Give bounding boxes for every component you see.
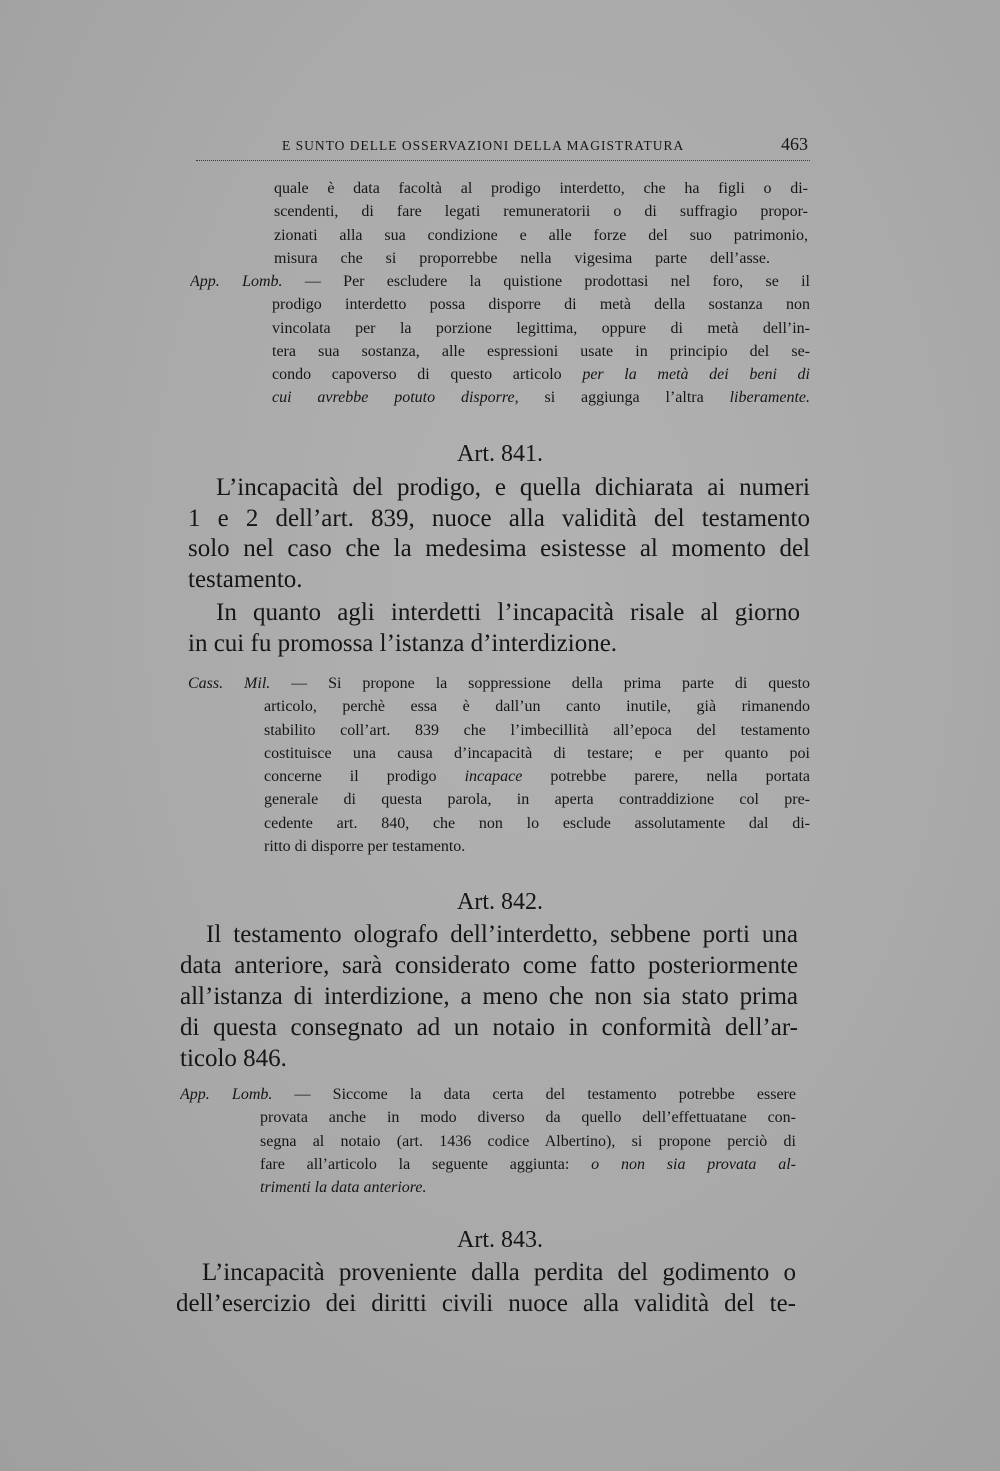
article-line: dell’esercizio dei diritti civili nuoce alla validità del te- <box>176 1289 796 1317</box>
note-source: App. Lomb. <box>180 1086 273 1103</box>
note-line: stabilito coll’art. 839 che l’imbecillità all’epoca del testamento <box>264 721 810 739</box>
note-italic-text: per la metà dei beni di <box>582 366 810 384</box>
note-line: quale è data facoltà al prodigo interdetto, che ha figli o di- <box>274 180 808 197</box>
note-line: zionati alla sua condizione e alle forze del suo patrimonio, <box>274 226 808 244</box>
article-line: in cui fu promossa l’istanza d’interdizione. <box>188 629 618 657</box>
note-italic-text: incapace <box>464 768 523 786</box>
note-line: scendenti, di fare legati remuneratorii o di suffragio propor- <box>274 203 808 221</box>
article-line: In quanto agli interdetti l’incapacità risale al giorno <box>216 599 800 626</box>
article-line: data anteriore, sarà considerato come fatto posteriormente <box>180 952 798 979</box>
note-italic-text: o non sia provata al- <box>591 1155 796 1173</box>
note-text: concerne il prodigo <box>264 768 465 786</box>
note-italic-text: liberamente. <box>729 389 810 407</box>
article-line: 1 e 2 dell’art. 839, nuoce alla validità del testamento <box>188 504 810 532</box>
article-line: all’istanza di interdizione, a meno che non sia stato prima <box>180 983 798 1010</box>
article-line: testamento. <box>188 565 303 593</box>
note-line <box>272 363 810 386</box>
page-number: 463 <box>781 134 808 154</box>
note-text: si aggiunga l’altra <box>518 389 730 407</box>
note-line: costituisce una causa d’incapacità di testare; e per quanto poi <box>264 744 810 762</box>
note-text: potrebbe parere, nella portata <box>522 768 810 786</box>
note-line: tera sua sostanza, alle espressioni usate in principio del se- <box>272 342 810 360</box>
article-heading-843: Art. 843. <box>457 1227 543 1253</box>
article-843-text <box>176 1258 796 1319</box>
note-body <box>190 293 810 409</box>
header-title: E SUNTO DELLE OSSERVAZIONI DELLA MAGISTRATURA <box>282 138 685 153</box>
note-line: provata anche in modo diverso da quello dell’effettuatane con- <box>260 1109 796 1127</box>
article-841-para-1 <box>188 473 810 595</box>
article-842-text <box>180 919 798 1074</box>
note-source: App. Lomb. <box>190 273 283 290</box>
article-line: ticolo 846. <box>180 1045 287 1072</box>
article-line: L’incapacità proveniente dalla perdita del godimento o <box>202 1259 796 1286</box>
note-text: — Si propone la soppressione della prima parte di questo <box>270 675 810 692</box>
note-cass-mil <box>188 672 810 858</box>
note-top <box>274 177 808 270</box>
note-line: misura che si proporrebbe nella vigesima parte dell’asse. <box>274 249 770 267</box>
article-841-para-2 <box>188 598 800 659</box>
note-text: condo capoverso di questo articolo <box>272 366 583 384</box>
note-body <box>180 1106 796 1199</box>
note-line: segna al notaio (art. 1436 codice Albertino), si propone perciò di <box>260 1132 796 1150</box>
note-text: — Per escludere la quistione prodottasi nel foro, se il <box>282 273 810 290</box>
note-line <box>264 765 810 788</box>
note-line: cedente art. 840, che non lo esclude assolutamente dal di- <box>264 814 810 832</box>
note-line <box>260 1153 796 1176</box>
article-line: solo nel caso che la medesima esistesse al momento del <box>188 535 810 562</box>
note-italic-text: cui avrebbe potuto disporre, <box>272 389 519 407</box>
article-line: di questa consegnato ad un notaio in conformità dell’ar- <box>180 1014 798 1041</box>
note-line <box>260 1176 796 1199</box>
note-text: fare all’articolo la seguente aggiunta: <box>260 1155 592 1173</box>
note-app-lomb-2 <box>180 1083 796 1199</box>
article-heading-842: Art. 842. <box>457 889 543 915</box>
note-body <box>188 695 810 858</box>
article-heading-841: Art. 841. <box>457 441 543 467</box>
note-first-line <box>190 270 810 293</box>
article-line: L’incapacità del prodigo, e quella dichiarata ai numeri <box>216 474 810 501</box>
note-line: generale di questa parola, in aperta contraddizione col pre- <box>264 791 810 809</box>
note-line: prodigo interdetto possa disporre di metà della sostanza non <box>272 296 810 314</box>
note-first-line <box>180 1083 796 1106</box>
note-text: — Siccome la data certa del testamento potrebbe essere <box>272 1086 796 1103</box>
note-line: vincolata per la porzione legittima, oppure di metà dell’in- <box>272 319 810 337</box>
note-line: articolo, perchè essa è dall’un canto inutile, già rimanendo <box>264 698 810 716</box>
note-app-lomb-1 <box>190 270 810 410</box>
note-line <box>272 386 810 409</box>
running-header <box>196 132 810 161</box>
note-source: Cass. Mil. <box>188 675 271 692</box>
note-line: ritto di disporre per testamento. <box>264 838 466 856</box>
note-italic-text: trimenti la data anteriore. <box>260 1179 427 1197</box>
note-first-line <box>188 672 810 695</box>
article-line: Il testamento olografo dell’interdetto, sebbene porti una <box>206 921 798 948</box>
